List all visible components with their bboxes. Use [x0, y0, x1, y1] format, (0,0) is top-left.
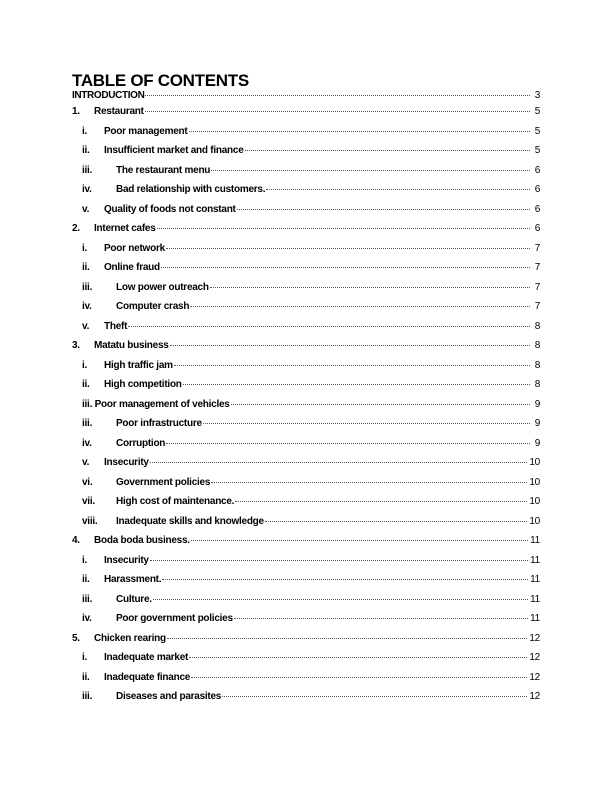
toc-entry-text: INTRODUCTION	[72, 90, 145, 101]
toc-entry-number: 3.	[72, 340, 80, 351]
toc-page-number: 11	[530, 613, 540, 624]
toc-leader	[183, 384, 530, 385]
toc-page-number: 9	[534, 437, 540, 449]
toc-entry[interactable]	[72, 219, 540, 239]
toc-page-number: 11	[530, 554, 540, 566]
toc-title: TABLE OF CONTENTS	[72, 71, 249, 90]
toc-leader	[235, 501, 527, 502]
toc-page-number: 6	[534, 164, 540, 176]
toc-leader	[189, 657, 527, 658]
toc-entry-text: Inadequate skills and knowledge	[116, 515, 264, 527]
toc-entry[interactable]	[72, 317, 540, 337]
toc-entry[interactable]	[72, 297, 540, 317]
toc-entry-text: Insecurity	[104, 554, 149, 566]
toc-entry[interactable]	[72, 473, 540, 493]
toc-page-number: 7	[534, 242, 540, 254]
toc-entry-text: Internet cafes	[94, 223, 156, 234]
toc-entry[interactable]	[72, 609, 540, 629]
toc-page-number: 12	[529, 652, 540, 663]
toc-entry-number: i.	[82, 652, 88, 663]
toc-entry-text: Poor government policies	[116, 613, 233, 624]
toc-entry[interactable]	[72, 258, 540, 278]
toc-leader	[237, 209, 530, 210]
toc-entry-number: 4.	[72, 535, 80, 546]
toc-entry-text: Inadequate finance	[104, 671, 191, 683]
toc-page-number: 6	[534, 203, 540, 215]
toc-entry-text: Quality of foods not constant	[104, 203, 236, 215]
toc-leader	[145, 111, 530, 112]
toc-entry-text: Harassment.	[104, 574, 162, 585]
toc-leader	[166, 248, 530, 249]
toc-entry-number: vii.	[82, 496, 95, 507]
toc-page-number: 8	[534, 340, 540, 351]
toc-entry-number: iii.	[82, 691, 93, 702]
toc-leader	[210, 287, 530, 288]
toc-entry-number: ii.	[82, 379, 90, 390]
toc-leader	[245, 150, 530, 151]
toc-page-number: 3	[534, 90, 540, 101]
toc-entry[interactable]	[72, 434, 540, 454]
toc-entry-text: Insufficient market and finance	[104, 145, 244, 156]
toc-entry-number: i.	[82, 242, 88, 254]
toc-leader	[161, 267, 530, 268]
toc-entry[interactable]	[72, 590, 540, 610]
toc-entry-number: iv.	[82, 184, 92, 195]
toc-leader	[153, 599, 528, 600]
toc-entry[interactable]	[72, 668, 540, 688]
toc-list	[72, 90, 540, 707]
toc-entry-number: v.	[82, 320, 90, 332]
toc-leader	[191, 540, 528, 541]
toc-page-number: 10	[529, 476, 540, 488]
toc-leader	[170, 345, 530, 346]
toc-entry[interactable]	[72, 336, 540, 356]
toc-page-number: 6	[534, 184, 540, 195]
toc-page-number: 8	[534, 379, 540, 390]
toc-page-number: 12	[529, 671, 540, 683]
toc-entry[interactable]	[72, 512, 540, 532]
toc-leader	[166, 443, 530, 444]
toc-leader	[266, 189, 530, 190]
toc-entry[interactable]	[72, 180, 540, 200]
toc-entry[interactable]	[72, 356, 540, 376]
toc-leader	[128, 326, 530, 327]
toc-leader	[203, 423, 530, 424]
toc-page-number: 12	[529, 632, 540, 644]
toc-entry[interactable]	[72, 492, 540, 512]
toc-entry-number: iv.	[82, 301, 92, 312]
toc-entry[interactable]	[72, 122, 540, 142]
toc-page-number: 8	[534, 320, 540, 332]
toc-entry[interactable]	[72, 570, 540, 590]
toc-page-number: 7	[534, 281, 540, 293]
toc-entry-number: i.	[82, 359, 88, 371]
toc-page-number: 10	[529, 457, 540, 468]
toc-entry[interactable]	[72, 102, 540, 122]
toc-leader	[174, 365, 530, 366]
toc-leader	[167, 638, 528, 639]
toc-leader	[265, 521, 528, 522]
toc-leader	[234, 618, 528, 619]
toc-entry[interactable]	[72, 531, 540, 551]
toc-entry-text: Government policies	[116, 476, 211, 488]
toc-entry-text: Poor management	[104, 125, 188, 137]
toc-entry-text: Theft	[104, 320, 128, 332]
toc-entry-introduction[interactable]	[72, 90, 540, 102]
toc-entry-text: Diseases and parasites	[116, 691, 222, 702]
toc-entry-text: Poor infrastructure	[116, 418, 202, 429]
toc-entry-text: High competition	[104, 379, 182, 390]
toc-entry-number: v.	[82, 457, 90, 468]
toc-entry[interactable]	[72, 414, 540, 434]
toc-entry-text: Online fraud	[104, 262, 160, 273]
toc-entry-number: iv.	[82, 437, 92, 449]
toc-page-number: 10	[529, 496, 540, 507]
toc-entry-text: Insecurity	[104, 457, 149, 468]
toc-entry-number: iii.	[82, 593, 93, 605]
toc-entry[interactable]	[72, 375, 540, 395]
toc-entry-number: ii.	[82, 262, 90, 273]
document-page	[72, 72, 540, 707]
toc-entry[interactable]	[72, 551, 540, 571]
toc-entry[interactable]	[72, 239, 540, 259]
toc-entry-text: iii. Poor management of vehicles	[82, 398, 230, 410]
toc-entry-number: i.	[82, 554, 88, 566]
toc-entry[interactable]	[72, 687, 540, 707]
toc-entry[interactable]	[72, 141, 540, 161]
toc-entry-text: Chicken rearing	[94, 632, 166, 644]
toc-entry-number: ii.	[82, 671, 90, 683]
toc-entry[interactable]	[72, 161, 540, 181]
toc-entry-number: ii.	[82, 145, 90, 156]
toc-leader	[190, 306, 530, 307]
toc-entry[interactable]	[72, 648, 540, 668]
toc-entry-number: ii.	[82, 574, 90, 585]
toc-entry-number: v.	[82, 203, 90, 215]
toc-page-number: 11	[530, 535, 540, 546]
toc-entry-number: vi.	[82, 476, 93, 488]
toc-entry-number: iii.	[82, 418, 93, 429]
toc-entry-number: iii.	[82, 164, 93, 176]
toc-entry[interactable]	[72, 453, 540, 473]
toc-entry[interactable]	[72, 278, 540, 298]
toc-leader	[189, 131, 531, 132]
toc-entry-text: Corruption	[116, 437, 166, 449]
toc-page-number: 6	[534, 223, 540, 234]
toc-leader	[162, 579, 528, 580]
toc-entry-text: Bad relationship with customers.	[116, 184, 266, 195]
toc-entry-text: Low power outreach	[116, 281, 209, 293]
toc-leader	[145, 95, 530, 96]
toc-entry[interactable]	[72, 395, 540, 415]
toc-page-number: 12	[529, 691, 540, 702]
toc-entry-number: viii.	[82, 515, 98, 527]
toc-page-number: 9	[534, 398, 540, 410]
toc-page-number: 8	[534, 359, 540, 371]
toc-entry-text: Boda boda business.	[94, 535, 190, 546]
toc-entry[interactable]	[72, 629, 540, 649]
toc-leader	[191, 677, 527, 678]
toc-entry-text: Computer crash	[116, 301, 190, 312]
toc-page-number: 7	[534, 262, 540, 273]
toc-entry-number: 1.	[72, 106, 80, 117]
toc-page-number: 5	[534, 145, 540, 156]
toc-page-number: 7	[534, 301, 540, 312]
toc-leader	[157, 228, 530, 229]
toc-entry-text: The restaurant menu	[116, 164, 211, 176]
toc-leader	[211, 482, 527, 483]
toc-entry-text: High traffic jam	[104, 359, 173, 371]
toc-entry-text: Poor network	[104, 242, 165, 254]
toc-entry[interactable]	[72, 200, 540, 220]
toc-page-number: 5	[534, 106, 540, 117]
toc-leader	[211, 170, 530, 171]
toc-entry-number: i.	[82, 125, 88, 137]
toc-leader	[222, 696, 527, 697]
toc-entry-number: 2.	[72, 223, 80, 234]
toc-entry-text: High cost of maintenance.	[116, 496, 235, 507]
toc-entry-number: 5.	[72, 632, 80, 644]
toc-entry-number: iii.	[82, 281, 93, 293]
toc-leader	[231, 404, 530, 405]
toc-entry-number: iv.	[82, 613, 92, 624]
toc-leader	[150, 560, 528, 561]
toc-page-number: 9	[534, 418, 540, 429]
toc-entry-text: Matatu business	[94, 340, 169, 351]
toc-page-number: 11	[530, 574, 540, 585]
toc-entry-text: Culture.	[116, 593, 152, 605]
toc-page-number: 5	[534, 125, 540, 137]
toc-page-number: 11	[530, 593, 540, 605]
toc-page-number: 10	[529, 515, 540, 527]
toc-entry-text: Restaurant	[94, 106, 144, 117]
toc-entry-text: Inadequate market	[104, 652, 189, 663]
toc-leader	[150, 462, 528, 463]
